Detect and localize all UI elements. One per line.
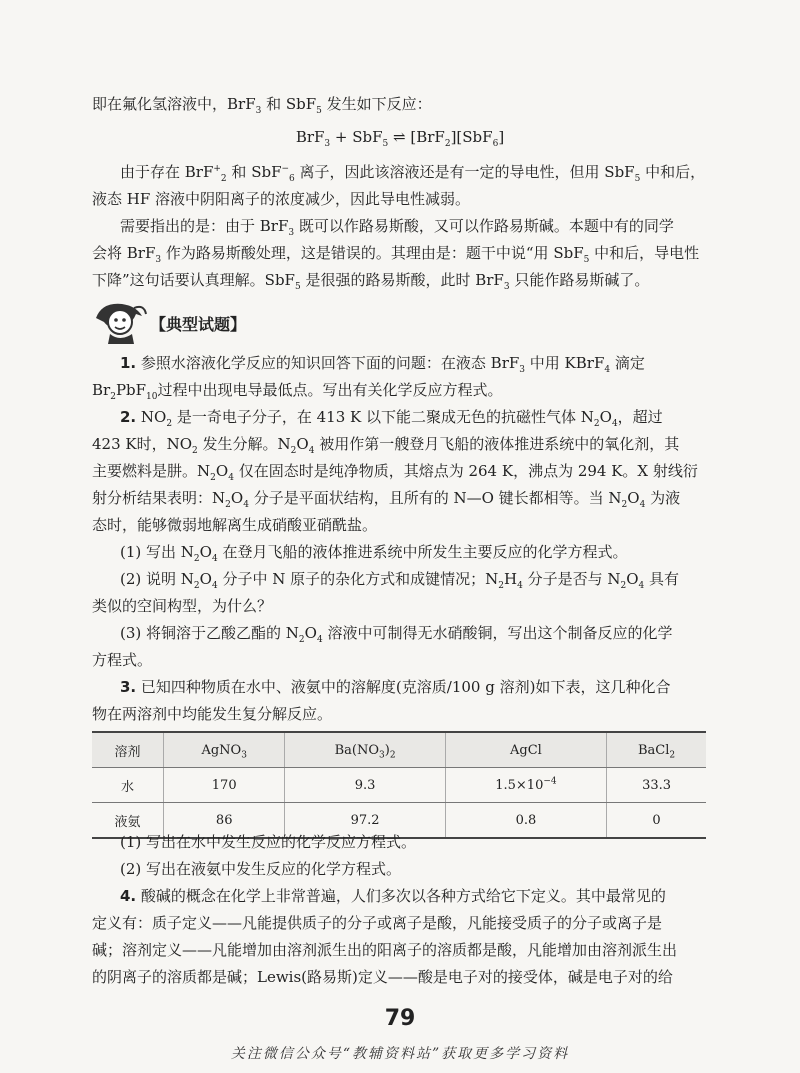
q2-sub3-line2: 方程式。 bbox=[92, 651, 153, 669]
intro-para3-line2: 会将 BrF$_3$ 作为路易斯酸处理，这是错误的。其理由是：题干中说“用 SbF$_5$ 中和后，导电性 bbox=[92, 244, 700, 265]
q2-sub1: (1) 写出 $N_2O_4$ 在登月飞船的液体推进系统中所发生主要反应的化学方程式。 bbox=[120, 543, 628, 564]
q2-sub2: (2) 说明 $N_2O_4$ 分子中 N 原子的杂化方式和成键情况；$N_2H_4$ 分子是否与 $N_2O_4$ 具有 bbox=[120, 570, 680, 591]
intro-line-1: 即在氟化氢溶液中，BrF$_3$ 和 SbF$_5$ 发生如下反应： bbox=[92, 95, 432, 116]
cell-value: 0.8 bbox=[445, 803, 606, 839]
intro-para3-line1: 需要指出的是：由于 BrF$_3$ 既可以作路易斯酸，又可以作路易斯碱。本题中有的同学 bbox=[120, 217, 674, 238]
solubility-table bbox=[92, 731, 706, 839]
q2-line1: 2. $NO_2$ 是一奇电子分子，在 413 K 以下能二聚成无色的抗磁性气体 $N_2O_4$，超过 bbox=[120, 408, 663, 429]
intro-para2-line2: 液态 HF 溶液中阴阳离子的浓度减少，因此导电性减弱。 bbox=[92, 190, 471, 208]
section-title: 【典型试题】 bbox=[150, 315, 247, 334]
table-header-row bbox=[92, 732, 706, 768]
cell-value: 9.3 bbox=[285, 768, 445, 803]
q4-line1: 4. 酸碱的概念在化学上非常普遍，人们多次以各种方式给它下定义。其中最常见的 bbox=[120, 887, 666, 905]
cell-value: 170 bbox=[163, 768, 285, 803]
intro-para3-line3: 下降”这句话要认真理解。SbF$_5$ 是很强的路易斯酸，此时 BrF$_3$ 只能作路易斯碱了。 bbox=[92, 271, 650, 292]
q2-sub2-line2: 类似的空间构型，为什么？ bbox=[92, 597, 273, 615]
section-header bbox=[92, 298, 392, 346]
q4-line3: 碱；溶剂定义——凡能增加由溶剂派生出的阳离子的溶质都是酸，凡能增加由溶剂派生出 bbox=[92, 941, 678, 959]
cell-value: 97.2 bbox=[285, 803, 445, 839]
q1-line2: $Br_2PbF_{10}$过程中出现电导最低点。写出有关化学反应方程式。 bbox=[92, 381, 503, 402]
cell-value: 33.3 bbox=[607, 768, 706, 803]
student-mascot-icon bbox=[92, 298, 148, 346]
cell-value: 86 bbox=[163, 803, 285, 839]
cell-solvent: 水 bbox=[92, 768, 163, 803]
header-bano32: $Ba(NO_3)_2$ bbox=[285, 732, 445, 768]
table-row bbox=[92, 768, 706, 803]
q3-line2: 物在两溶剂中均能发生复分解反应。 bbox=[92, 705, 333, 723]
q2-line2: 423 K时，$NO_2$ 发生分解。$N_2O_4$ 被用作第一艘登月飞船的液体推进系统中的氧化剂，其 bbox=[92, 435, 680, 456]
cell-solvent: 液氨 bbox=[92, 803, 163, 839]
cell-value: 0 bbox=[607, 803, 706, 839]
q2-line5: 态时，能够微弱地解离生成硝酸亚硝酰盐。 bbox=[92, 516, 378, 534]
header-agno3: AgNO$_3$ bbox=[163, 732, 285, 768]
footer-watermark: 关注微信公众号“教辅资料站”获取更多学习资料 bbox=[230, 1046, 570, 1062]
q2-sub3: (3) 将铜溶于乙酸乙酯的 $N_2O_4$ 溶液中可制得无水硝酸铜，写出这个制备反应的化学 bbox=[120, 624, 673, 645]
page-number: 79 bbox=[384, 1006, 416, 1031]
header-solvent: 溶剂 bbox=[92, 732, 163, 768]
q4-line2: 定义有：质子定义——凡能提供质子的分子或离子是酸，凡能接受质子的分子或离子是 bbox=[92, 914, 663, 932]
q2-line4: 射分析结果表明：$N_2O_4$ 分子是平面状结构，且所有的 N—O 键长都相等。当 $N_2O_4$ 为液 bbox=[92, 489, 681, 510]
q4-line4: 的阴离子的溶质都是碱；Lewis(路易斯)定义——酸是电子对的接受体，碱是电子对的给 bbox=[92, 968, 673, 986]
header-agcl: AgCl bbox=[445, 732, 606, 768]
cell-value: $1.5\times 10^{-4}$ bbox=[445, 768, 606, 803]
q3-line1: 3. 已知四种物质在水中、液氨中的溶解度(克溶质/100 g 溶剂)如下表，这几种化合 bbox=[120, 678, 671, 696]
q2-line3: 主要燃料是肼。$N_2O_4$ 仅在固态时是纯净物质，其熔点为 264 K，沸点为 294 K。X 射线衍 bbox=[92, 462, 698, 483]
q1-line1: 1. 参照水溶液化学反应的知识回答下面的问题：在液态 BrF$_3$ 中用 KBrF$_4$ 滴定 bbox=[120, 354, 645, 375]
intro-para2-line1: 由于存在 BrF+$_2$ 和 SbF−$_6$ 离子，因此该溶液还是有一定的导电性，但用 SbF$_5$ 中和后， bbox=[120, 163, 706, 184]
header-bacl2: BaCl$_2$ bbox=[607, 732, 706, 768]
reaction-equation: BrF$_3$ + SbF$_5$ ⇌ [BrF$_2$][SbF$_6$] bbox=[295, 128, 505, 149]
q3-sub2: (2) 写出在液氨中发生反应的化学方程式。 bbox=[120, 860, 402, 878]
q3-sub1: (1) 写出在水中发生反应的化学反应方程式。 bbox=[120, 833, 417, 851]
